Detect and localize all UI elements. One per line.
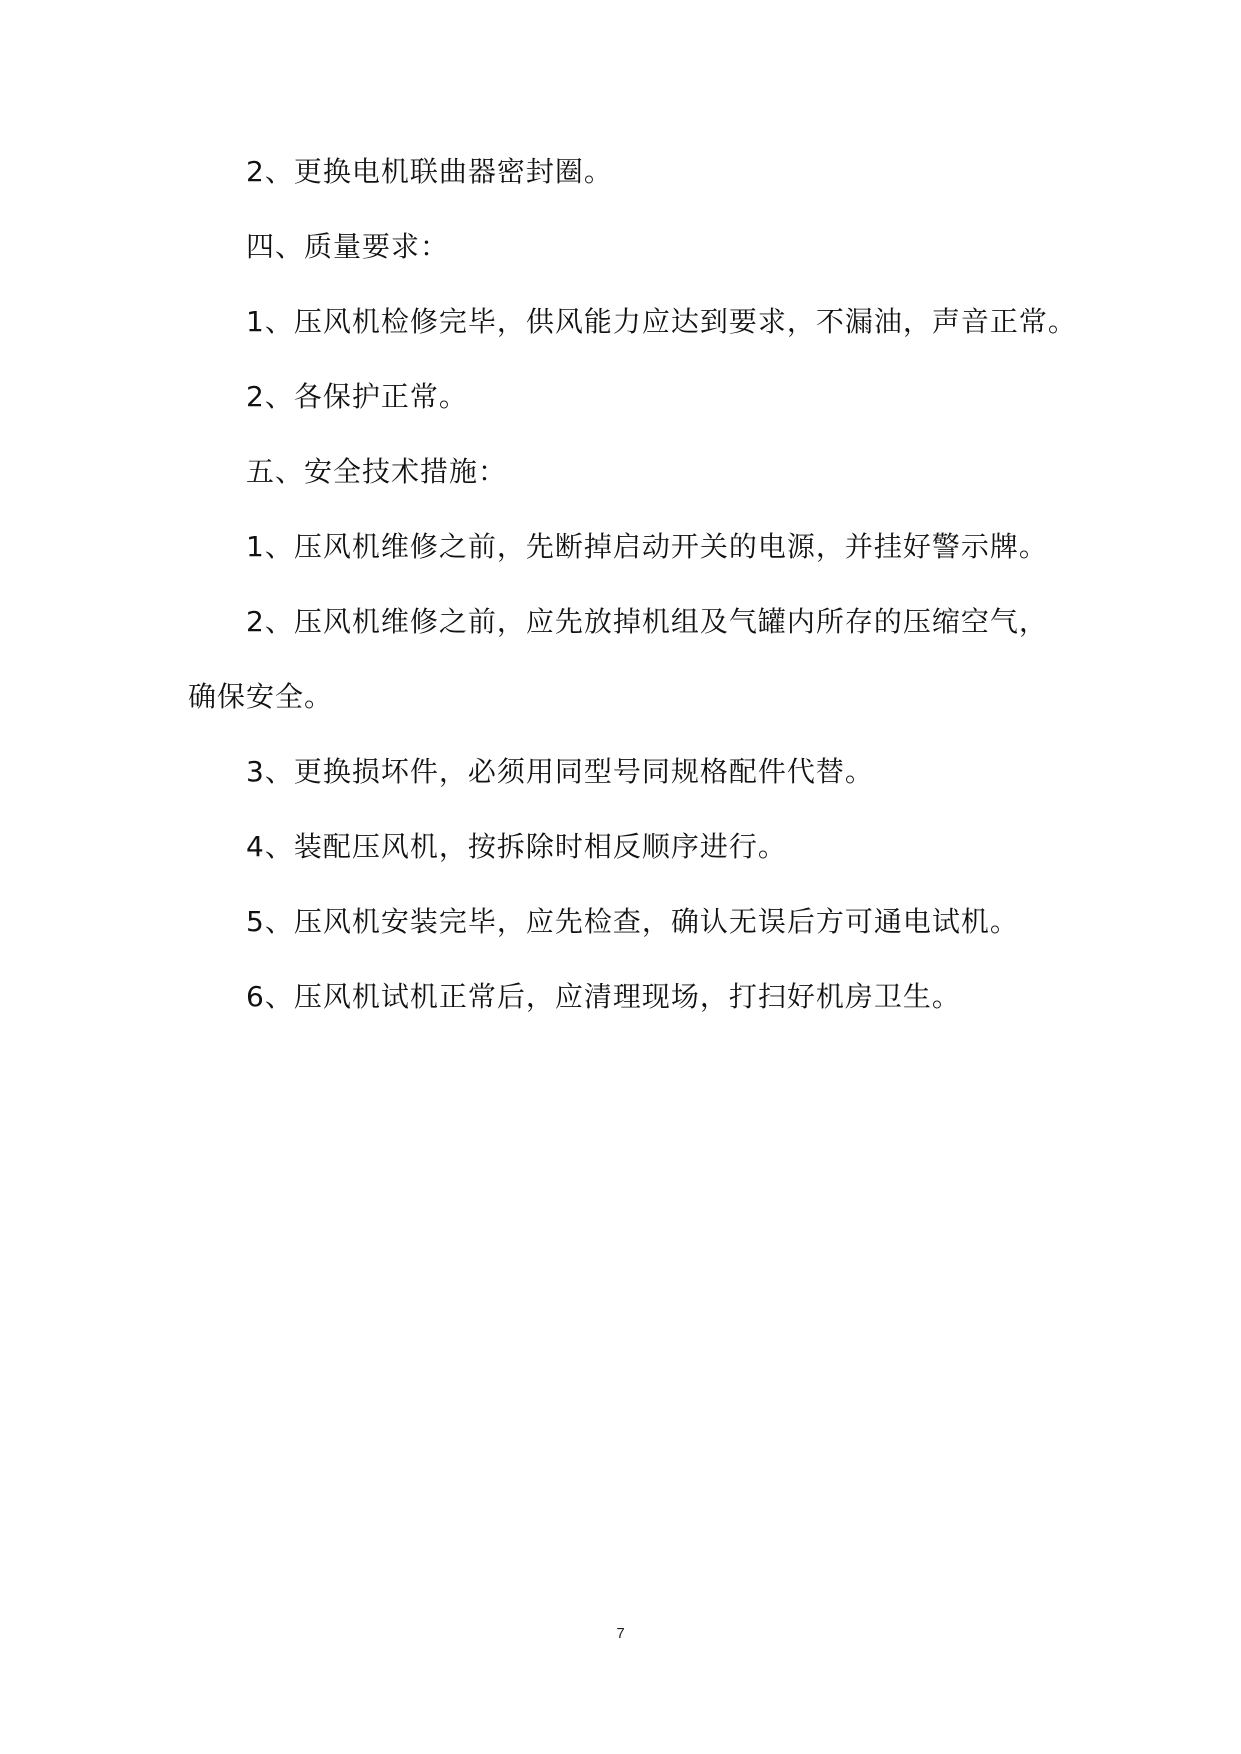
paragraph-safety-5: 5、压风机安装完毕，应先检查，确认无误后方可通电试机。 [246,905,1019,938]
paragraph-safety-2: 2、压风机维修之前，应先放掉机组及气罐内所存的压缩空气， [246,605,1048,638]
paragraph-quality-2: 2、各保护正常。 [246,380,468,413]
paragraph-replace-seal: 2、更换电机联曲器密封圈。 [246,155,613,188]
paragraph-safety-3: 3、更换损坏件，必须用同型号同规格配件代替。 [246,755,874,788]
heading-quality-requirements: 四、质量要求： [246,230,450,263]
page-number: 7 [616,1625,625,1642]
heading-safety-measures: 五、安全技术措施： [246,455,508,488]
paragraph-safety-2-continued: 确保安全。 [188,680,334,713]
paragraph-safety-4: 4、装配压风机，按拆除时相反顺序进行。 [246,830,787,863]
paragraph-safety-6: 6、压风机试机正常后，应清理现场，打扫好机房卫生。 [246,980,961,1013]
paragraph-safety-1: 1、压风机维修之前，先断掉启动开关的电源，并挂好警示牌。 [246,530,1048,563]
paragraph-quality-1: 1、压风机检修完毕，供风能力应达到要求，不漏油，声音正常。 [246,305,1077,338]
